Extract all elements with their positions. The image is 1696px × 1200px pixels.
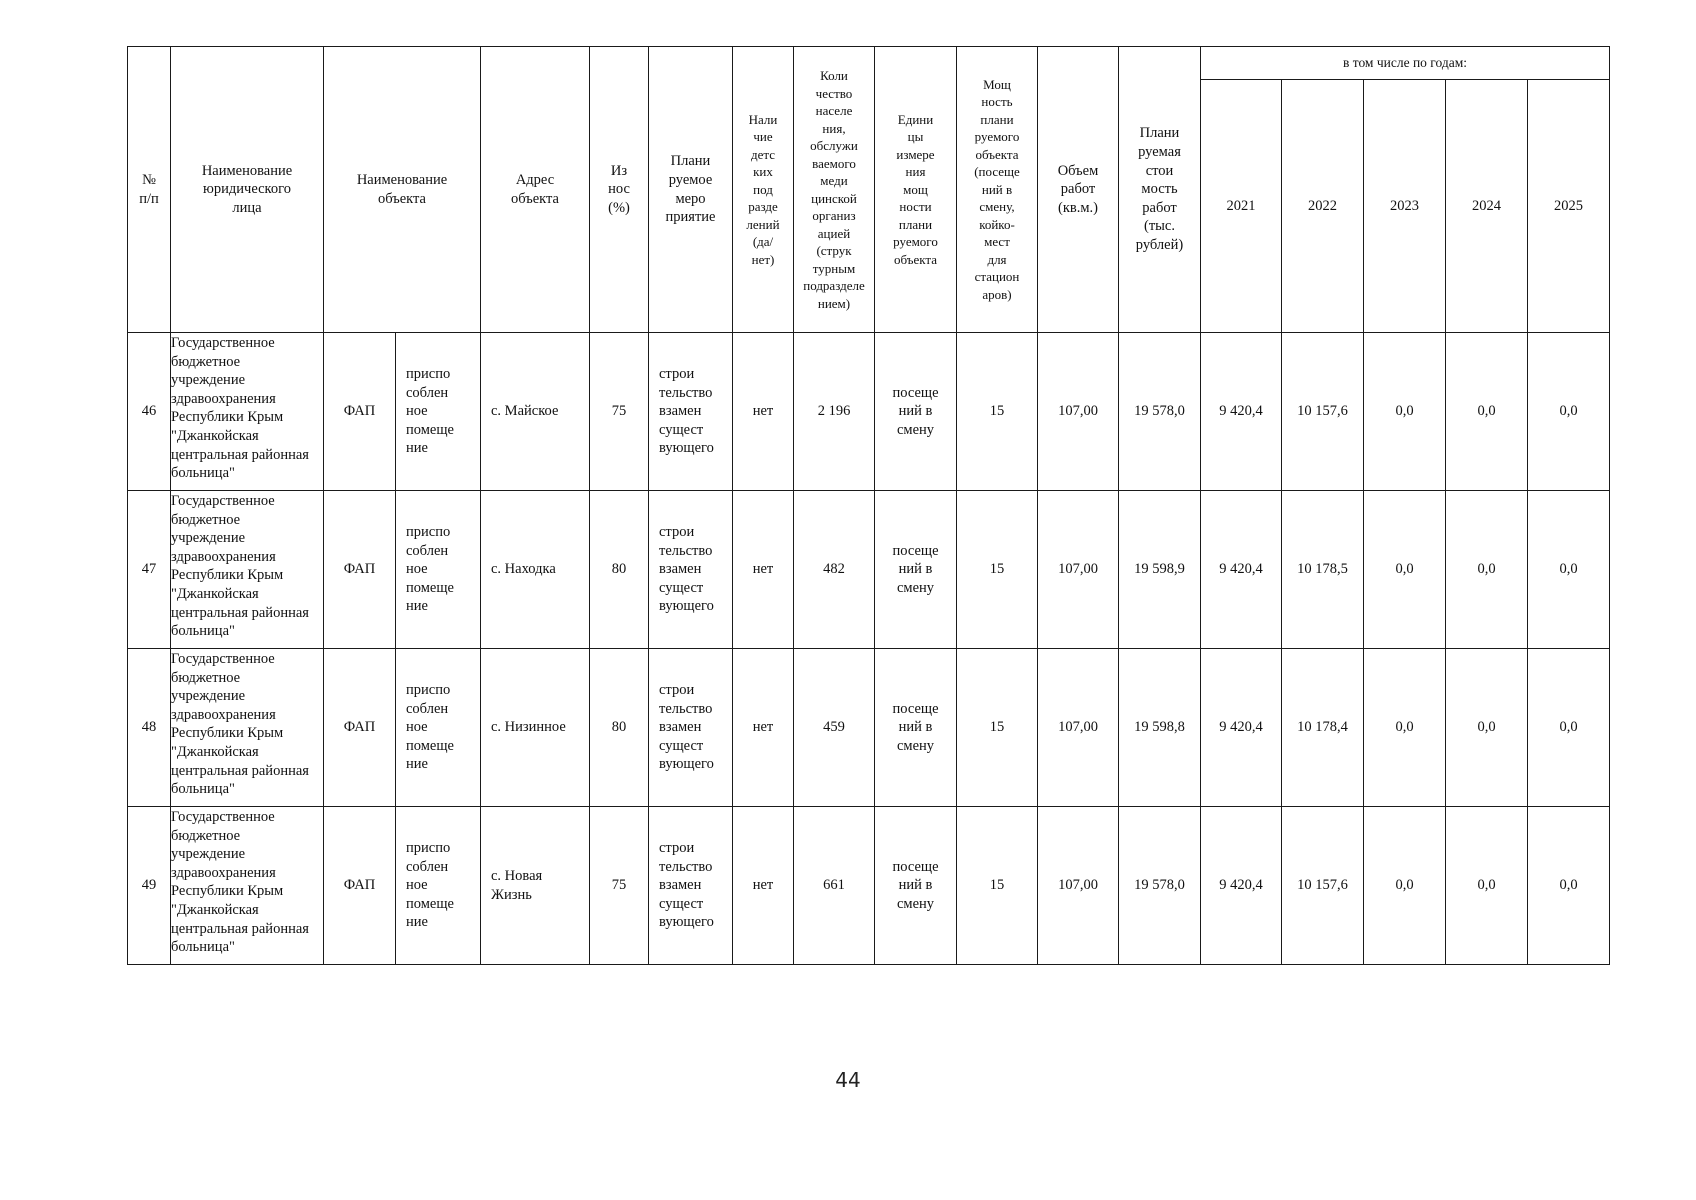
- row-legal-entity: Государственное бюджетное учреждение здравоохранения Республики Крым "Джанкойская центральная районная больница": [171, 491, 324, 649]
- row-2022: 10 178,4: [1282, 649, 1364, 807]
- row-object-type: ФАП: [324, 333, 396, 491]
- row-capacity: 15: [957, 807, 1038, 965]
- row-2024: 0,0: [1446, 491, 1528, 649]
- row-2021: 9 420,4: [1201, 491, 1282, 649]
- row-population: 2 196: [794, 333, 875, 491]
- row-measure: строи тельство взамен сущест вующего: [649, 649, 733, 807]
- row-object-desc: приспо соблен ное помеще ние: [396, 491, 481, 649]
- row-2023: 0,0: [1364, 333, 1446, 491]
- header-wear: Из нос (%): [590, 47, 649, 333]
- row-wear: 80: [590, 649, 649, 807]
- header-year-2022: 2022: [1282, 80, 1364, 333]
- header-year-2023: 2023: [1364, 80, 1446, 333]
- row-children: нет: [733, 807, 794, 965]
- row-2024: 0,0: [1446, 807, 1528, 965]
- header-address: Адрес объекта: [481, 47, 590, 333]
- row-address: с. Новая Жизнь: [481, 807, 590, 965]
- header-children-units: Нали чие детс ких под разде лений (да/ нет): [733, 47, 794, 333]
- row-children: нет: [733, 333, 794, 491]
- row-population: 459: [794, 649, 875, 807]
- row-legal-entity: Государственное бюджетное учреждение здравоохранения Республики Крым "Джанкойская центральная районная больница": [171, 649, 324, 807]
- table-row: [128, 649, 1610, 807]
- row-children: нет: [733, 491, 794, 649]
- row-2023: 0,0: [1364, 807, 1446, 965]
- row-capacity: 15: [957, 649, 1038, 807]
- row-object-desc: приспо соблен ное помеще ние: [396, 807, 481, 965]
- header-planned-cost: Плани руемая стои мость работ (тыс. рублей): [1119, 47, 1201, 333]
- row-legal-entity: Государственное бюджетное учреждение здравоохранения Республики Крым "Джанкойская центральная районная больница": [171, 333, 324, 491]
- row-wear: 75: [590, 807, 649, 965]
- header-work-volume: Объем работ (кв.м.): [1038, 47, 1119, 333]
- row-capacity: 15: [957, 491, 1038, 649]
- row-measure: строи тельство взамен сущест вующего: [649, 807, 733, 965]
- row-volume: 107,00: [1038, 491, 1119, 649]
- row-cost: 19 598,9: [1119, 491, 1201, 649]
- row-2024: 0,0: [1446, 649, 1528, 807]
- row-2022: 10 178,5: [1282, 491, 1364, 649]
- row-measure: строи тельство взамен сущест вующего: [649, 491, 733, 649]
- header-object-name: Наименование объекта: [324, 47, 481, 333]
- row-units: посеще ний в смену: [875, 649, 957, 807]
- row-address: с. Находка: [481, 491, 590, 649]
- row-object-desc: приспо соблен ное помеще ние: [396, 333, 481, 491]
- header-year-2024: 2024: [1446, 80, 1528, 333]
- table-row: [128, 333, 1610, 491]
- row-2023: 0,0: [1364, 491, 1446, 649]
- table-row: [128, 491, 1610, 649]
- row-object-type: ФАП: [324, 649, 396, 807]
- row-wear: 75: [590, 333, 649, 491]
- row-2021: 9 420,4: [1201, 649, 1282, 807]
- row-volume: 107,00: [1038, 333, 1119, 491]
- row-2025: 0,0: [1528, 491, 1610, 649]
- row-capacity: 15: [957, 333, 1038, 491]
- header-year-2025: 2025: [1528, 80, 1610, 333]
- row-2021: 9 420,4: [1201, 807, 1282, 965]
- row-2022: 10 157,6: [1282, 807, 1364, 965]
- row-2021: 9 420,4: [1201, 333, 1282, 491]
- row-units: посеще ний в смену: [875, 807, 957, 965]
- header-population: Коли чество населе ния, обслужи ваемого меди цинской организ ацией (струк турным подразделе нием): [794, 47, 875, 333]
- row-volume: 107,00: [1038, 649, 1119, 807]
- row-wear: 80: [590, 491, 649, 649]
- row-2023: 0,0: [1364, 649, 1446, 807]
- header-capacity: Мощ ность плани руемого объекта (посеще ний в смену, койко- мест для стацион аров): [957, 47, 1038, 333]
- row-cost: 19 578,0: [1119, 333, 1201, 491]
- row-children: нет: [733, 649, 794, 807]
- header-capacity-units: Едини цы измере ния мощ ности плани руемого объекта: [875, 47, 957, 333]
- row-population: 661: [794, 807, 875, 965]
- row-address: с. Низинное: [481, 649, 590, 807]
- row-2025: 0,0: [1528, 649, 1610, 807]
- row-object-desc: приспо соблен ное помеще ние: [396, 649, 481, 807]
- row-units: посеще ний в смену: [875, 333, 957, 491]
- row-units: посеще ний в смену: [875, 491, 957, 649]
- header-planned-measure: Плани руемое меро приятие: [649, 47, 733, 333]
- row-object-type: ФАП: [324, 491, 396, 649]
- header-by-years: в том числе по годам:: [1201, 47, 1610, 80]
- header-year-2021: 2021: [1201, 80, 1282, 333]
- row-2025: 0,0: [1528, 333, 1610, 491]
- row-num: 47: [128, 491, 171, 649]
- row-cost: 19 598,8: [1119, 649, 1201, 807]
- investment-table: [127, 46, 1610, 965]
- table-row: [128, 807, 1610, 965]
- row-2025: 0,0: [1528, 807, 1610, 965]
- row-2024: 0,0: [1446, 333, 1528, 491]
- row-num: 49: [128, 807, 171, 965]
- row-num: 48: [128, 649, 171, 807]
- row-object-type: ФАП: [324, 807, 396, 965]
- page-number: 44: [835, 1068, 861, 1092]
- row-cost: 19 578,0: [1119, 807, 1201, 965]
- row-num: 46: [128, 333, 171, 491]
- row-legal-entity: Государственное бюджетное учреждение здравоохранения Республики Крым "Джанкойская центральная районная больница": [171, 807, 324, 965]
- header-num: № п/п: [128, 47, 171, 333]
- row-address: с. Майское: [481, 333, 590, 491]
- row-population: 482: [794, 491, 875, 649]
- row-measure: строи тельство взамен сущест вующего: [649, 333, 733, 491]
- row-volume: 107,00: [1038, 807, 1119, 965]
- header-legal-entity: Наименование юридического лица: [171, 47, 324, 333]
- row-2022: 10 157,6: [1282, 333, 1364, 491]
